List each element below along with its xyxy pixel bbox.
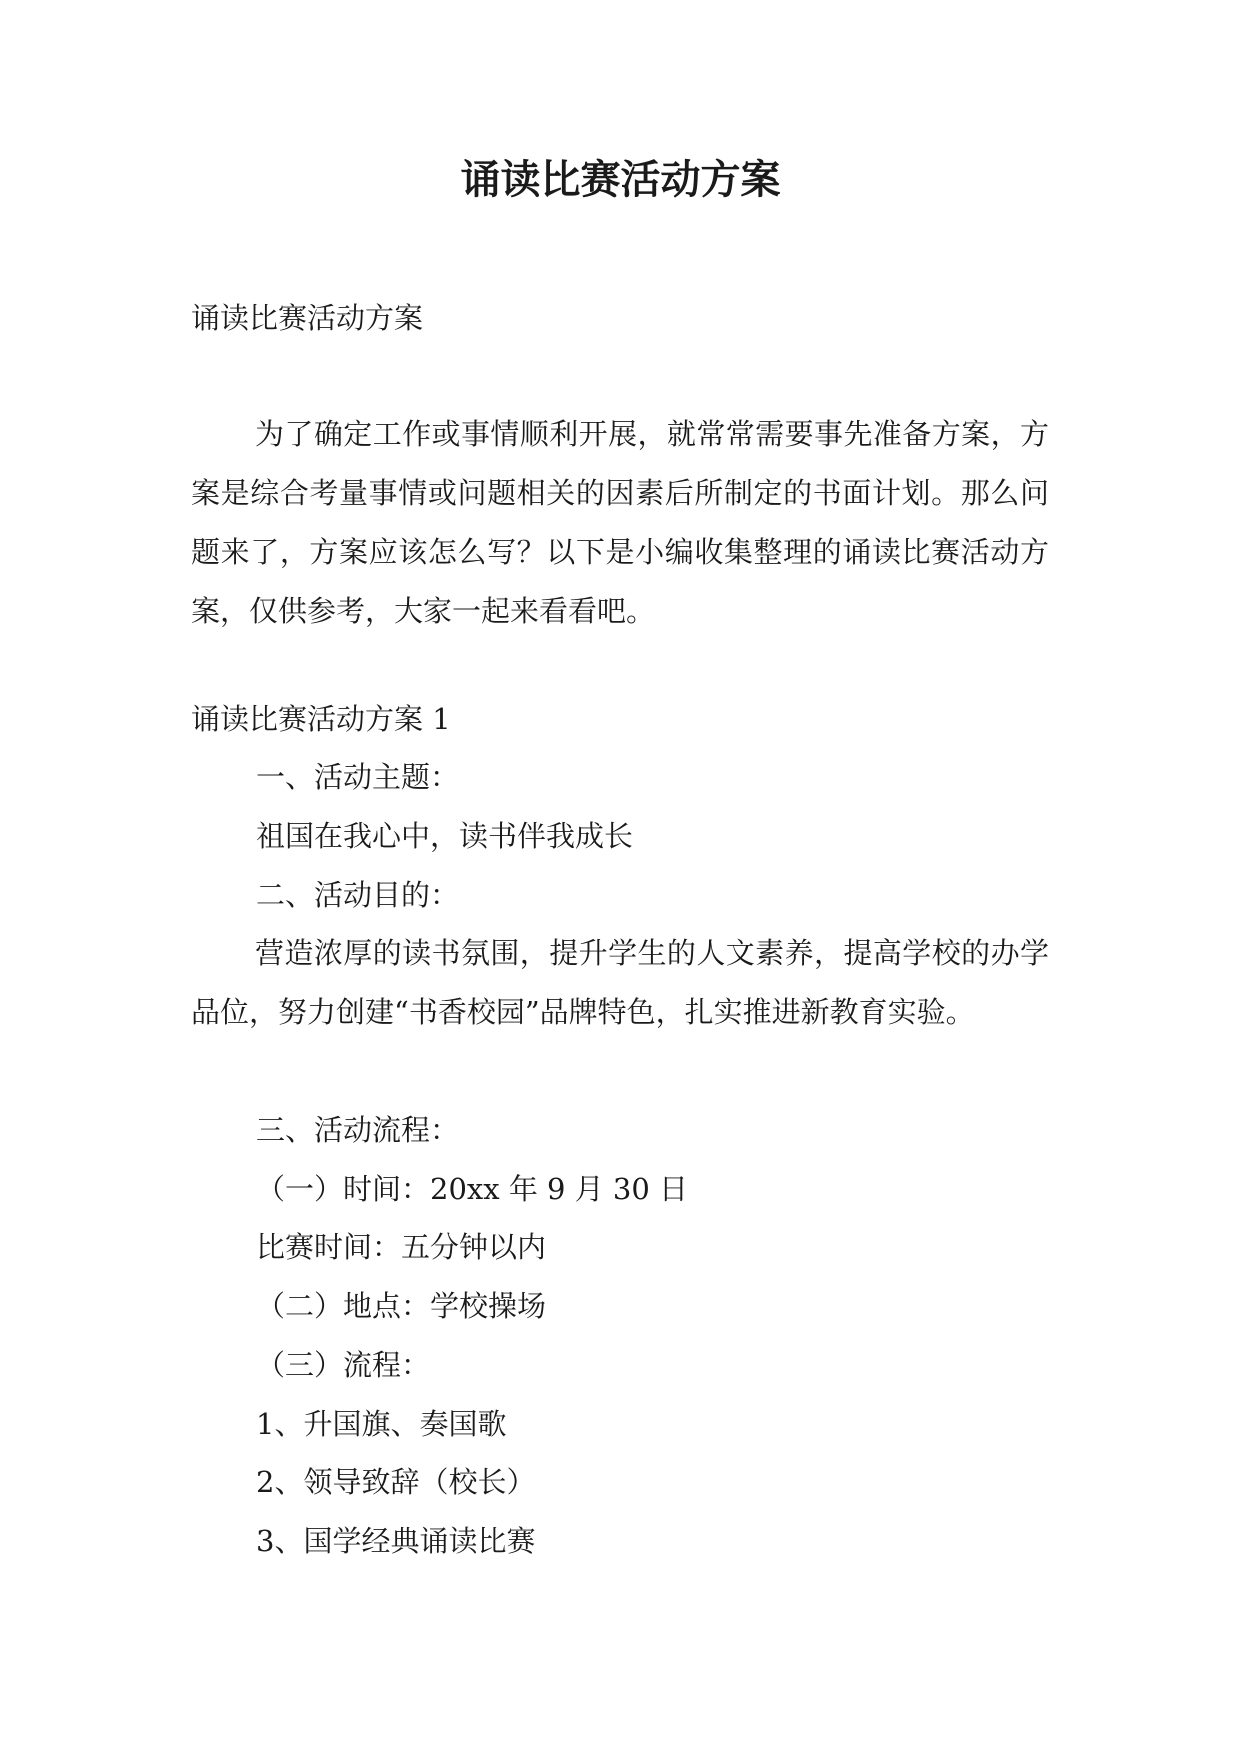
list-item: 1、升国旗、奏国歌	[256, 1407, 507, 1441]
list-item: 3、国学经典诵读比赛	[256, 1524, 536, 1558]
process-heading: 三、活动流程：	[256, 1113, 460, 1147]
theme-heading: 一、活动主题：	[256, 760, 460, 794]
document-title: 诵读比赛活动方案	[460, 157, 781, 203]
purpose-heading: 二、活动目的：	[256, 878, 460, 912]
theme-text: 祖国在我心中，读书伴我成长	[256, 819, 634, 853]
purpose-paragraph: 营造浓厚的读书氛围，提升学生的人文素养，提高学校的办学品位，努力创建“书香校园”品牌特色，扎实推进新教育实验。	[191, 936, 1049, 1029]
document-subtitle: 诵读比赛活动方案	[191, 301, 424, 335]
intro-paragraph: 为了确定工作或事情顺利开展，就常常需要事先准备方案，方案是综合考量事情或问题相关的因素后所制定的书面计划。那么问题来了，方案应该怎么写？以下是小编收集整理的诵读比赛活动方案，仅供参考，大家一起来看看吧。	[191, 417, 1049, 628]
flow-heading: （三）流程：	[256, 1348, 431, 1382]
place-line: （二）地点：学校操场	[256, 1289, 547, 1323]
list-item: 2、领导致辞（校长）	[256, 1465, 536, 1499]
duration-line: 比赛时间：五分钟以内	[256, 1230, 547, 1264]
section-heading: 诵读比赛活动方案 1	[191, 702, 451, 736]
time-line: （一）时间：20xx 年 9 月 30 日	[256, 1172, 689, 1206]
